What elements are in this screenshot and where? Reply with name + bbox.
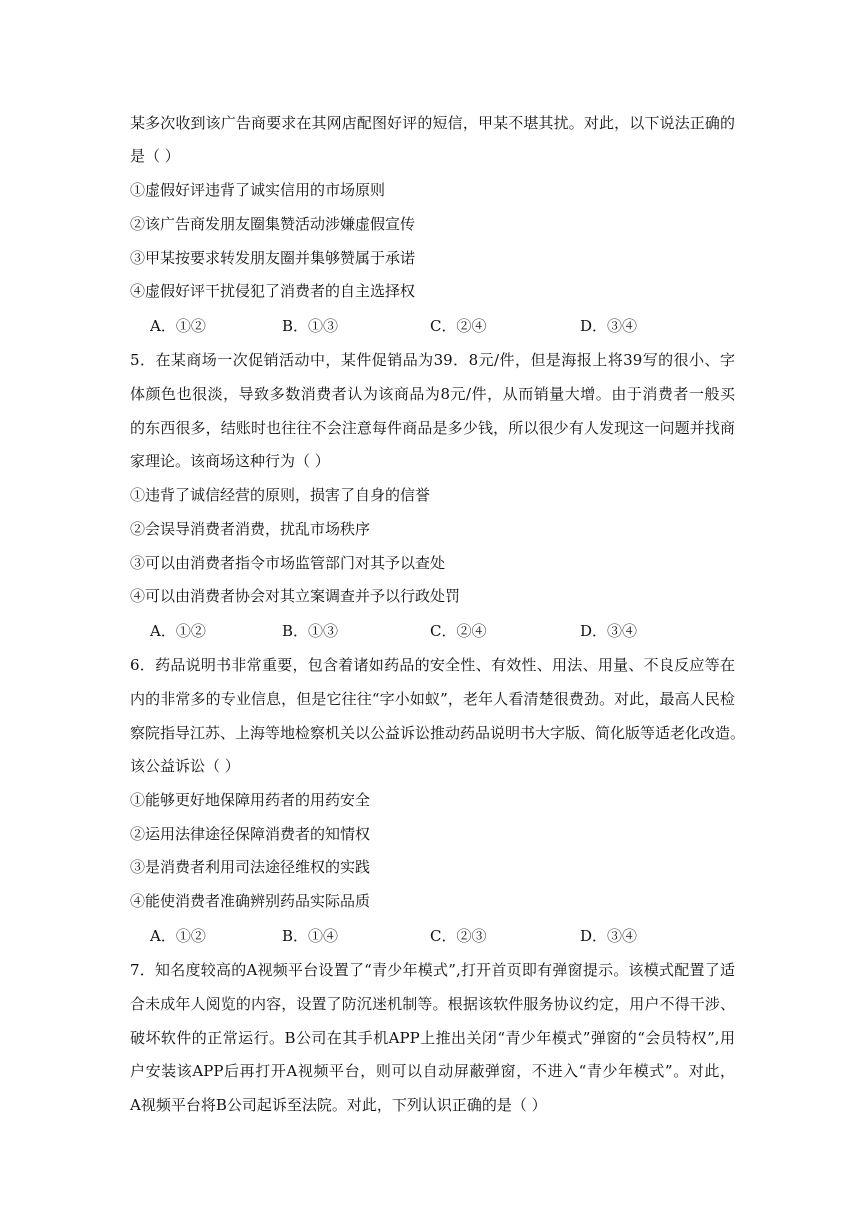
- question-5-option-d[interactable]: D．③④: [580, 622, 638, 640]
- question-7-text-line-1: 7．知名度较高的A视频平台设置了“青少年模式”,打开首页即有弹窗提示。该模式配置了适: [130, 961, 735, 979]
- question-6-statement-2: ②运用法律途径保障消费者的知情权: [130, 825, 371, 843]
- question-5-statement-2: ②会误导消费者消费，扰乱市场秩序: [130, 520, 371, 538]
- question-4-statement-3: ③甲某按要求转发朋友圈并集够赞属于承诺: [130, 249, 416, 267]
- question-6-option-c[interactable]: C．②③: [430, 927, 487, 945]
- question-7-text-line-5: A视频平台将B公司起诉至法院。对此，下列认识正确的是（ ）: [130, 1096, 547, 1114]
- question-5-text-line-3: 的东西很多，结账时也往往不会注意每件商品是多少钱，所以很少有人发现这一问题并找商: [130, 419, 735, 437]
- question-5-option-a[interactable]: A．①②: [150, 622, 206, 640]
- question-6-text-line-2: 内的非常多的专业信息，但是它往往“字小如蚁”，老年人看清楚很费劲。对此，最高人民检: [130, 690, 735, 708]
- question-6-text-line-3: 察院指导江苏、上海等地检察机关以公益诉讼推动药品说明书大字版、简化版等适老化改造。: [130, 724, 746, 742]
- question-4-option-d[interactable]: D．③④: [580, 317, 638, 335]
- question-6-text-line-1: 6．药品说明书非常重要，包含着诸如药品的安全性、有效性、用法、用量、不良反应等在: [130, 656, 735, 674]
- question-4-statement-1: ①虚假好评违背了诚实信用的市场原则: [130, 181, 386, 199]
- question-5-text-line-2: 体颜色也很淡，导致多数消费者认为该商品为8元/件，从而销量大增。由于消费者一般买: [130, 385, 735, 403]
- question-7-text-line-3: 破坏软件的正常运行。B公司在其手机APP上推出关闭“青少年模式”弹窗的“会员特权”,用: [130, 1029, 735, 1047]
- question-6-statement-1: ①能够更好地保障用药者的用药安全: [130, 791, 371, 809]
- question-4-text-line-1: 某多次收到该广告商要求在其网店配图好评的短信，甲某不堪其扰。对此，以下说法正确的: [130, 114, 735, 132]
- question-4-statement-4: ④虚假好评干扰侵犯了消费者的自主选择权: [130, 282, 416, 300]
- question-5-statement-4: ④可以由消费者协会对其立案调查并予以行政处罚: [130, 587, 461, 605]
- question-6-text-line-4: 该公益诉讼（ ）: [130, 757, 240, 775]
- question-4-option-c[interactable]: C．②④: [430, 317, 487, 335]
- question-5-option-b[interactable]: B．①③: [282, 622, 339, 640]
- question-5-statement-1: ①违背了诚信经营的原则，损害了自身的信誉: [130, 486, 431, 504]
- question-5-option-c[interactable]: C．②④: [430, 622, 487, 640]
- question-4-text-line-2: 是（ ）: [130, 147, 180, 165]
- question-4-options: [150, 316, 710, 336]
- question-6-options: [150, 926, 710, 946]
- question-7-text-line-2: 合未成年人阅览的内容，设置了防沉迷机制等。根据该软件服务协议约定，用户不得干涉、: [130, 995, 735, 1013]
- question-5-statement-3: ③可以由消费者指令市场监管部门对其予以查处: [130, 554, 446, 572]
- question-5-text-line-1: 5．在某商场一次促销活动中，某件促销品为39．8元/件，但是海报上将39写的很小、字: [130, 351, 735, 369]
- question-6-option-b[interactable]: B．①④: [282, 927, 339, 945]
- question-6-statement-3: ③是消费者利用司法途径维权的实践: [130, 858, 371, 876]
- question-4-statement-2: ②该广告商发朋友圈集赞活动涉嫌虚假宣传: [130, 215, 416, 233]
- question-6-statement-4: ④能使消费者准确辨别药品实际品质: [130, 892, 371, 910]
- question-6-option-a[interactable]: A．①②: [150, 927, 206, 945]
- question-7-text-line-4: 户安装该APP后再打开A视频平台，则可以自动屏蔽弹窗，不进入“青少年模式”。对此，: [130, 1062, 735, 1080]
- question-5-options: [150, 621, 710, 641]
- question-4-option-b[interactable]: B．①③: [282, 317, 339, 335]
- question-5-text-line-4: 家理论。该商场这种行为（ ）: [130, 452, 330, 470]
- question-4-option-a[interactable]: A．①②: [150, 317, 206, 335]
- question-6-option-d[interactable]: D．③④: [580, 927, 638, 945]
